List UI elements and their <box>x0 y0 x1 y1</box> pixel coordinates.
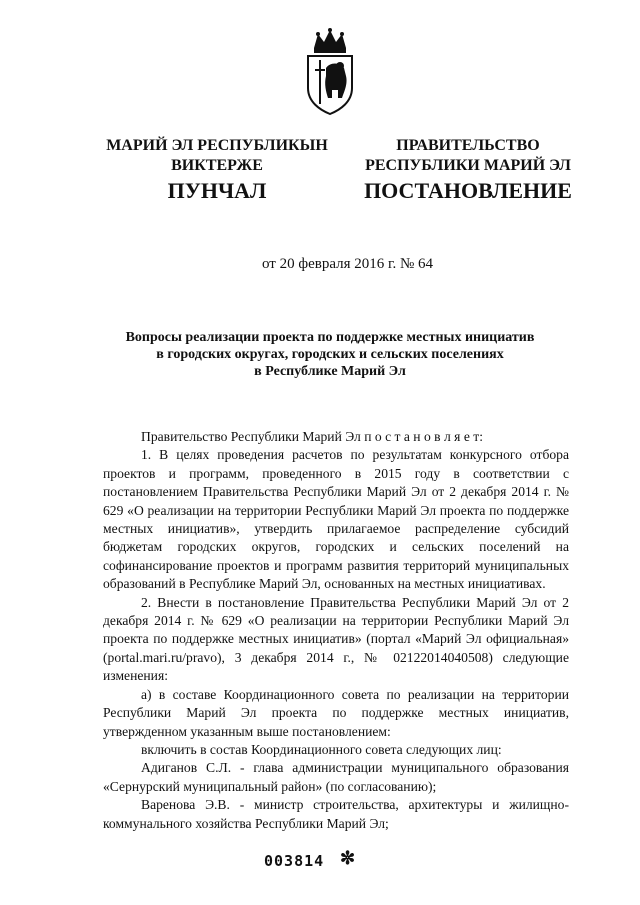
date-line: от 20 февраля 2016 г. № 64 <box>262 256 434 272</box>
header-left-title: ПУНЧАЛ <box>167 178 267 203</box>
header-left-line1: МАРИЙ ЭЛ РЕСПУБЛИКЫН <box>106 137 328 154</box>
title-line3: в Республике Марий Эл <box>254 364 406 379</box>
coat-of-arms-emblem <box>300 26 360 116</box>
document-body <box>103 428 569 833</box>
paragraph-include: включить в состав Координационного совета следующих лиц: <box>141 741 502 757</box>
paragraph-resolve: Правительство Республики Марий Эл п о с т а н о в л я е т: <box>141 429 483 444</box>
paragraph-2: 2. Внести в постановление Правительства Республики Марий Эл от 2 декабря 2014 г. № 629 «О реализации на территории Республики Марий Эл проекта по поддержке местных инициатив» (портал «Марий Эл официальная» (portal.mari.ru/pravo), 3 декабря 2014 г., № 02122014040508) следующие изменения: <box>103 594 569 684</box>
header-right <box>358 136 578 176</box>
paragraph-2a: а) в составе Координационного совета по реализации на территории Республики Марий Эл проекта по поддержке местных инициатив, утвержденном указанным выше постановлением: <box>103 686 569 739</box>
header-left-line2: ВИКТЕРЖЕ <box>171 157 263 174</box>
document-title <box>100 329 560 380</box>
document-serial-number: 003814 <box>264 852 325 870</box>
header-right-title: ПОСТАНОВЛЕНИЕ <box>364 178 572 203</box>
paragraph-1: 1. В целях проведения расчетов по результатам конкурсного отбора проектов и программ, проведенного в 2015 году в соответствии с постановлением Правительства Республики Марий Эл от 2 декабря 2014 г. № 629 «О реализации на территории Республики Марий Эл проекта по поддержке местных инициатив», утвердить прилагаемое распределение субсидий бюджетам городских округов, городских и сельских поселений на софинансирование проектов и программ развития территорий муниципальных образований в Республике Марий Эл, основанных на местных инициативах. <box>103 447 569 592</box>
header-right-line1: ПРАВИТЕЛЬСТВО <box>396 137 540 154</box>
paragraph-varenova: Варенова Э.В. - министр строительства, архитектуры и жилищно-коммунального хозяйства Республики Марий Эл; <box>103 797 569 831</box>
footer-mark: ✼ <box>340 848 356 868</box>
header-right-line2: РЕСПУБЛИКИ МАРИЙ ЭЛ <box>365 157 571 174</box>
paragraph-adiganov: Адиганов С.Л. - глава администрации муниципального образования «Сернурский муниципальный район» (по согласованию); <box>103 760 569 794</box>
title-line2: в городских округах, городских и сельских поселениях <box>156 347 504 362</box>
title-line1: Вопросы реализации проекта по поддержке местных инициатив <box>125 330 535 345</box>
header-left <box>100 136 334 176</box>
